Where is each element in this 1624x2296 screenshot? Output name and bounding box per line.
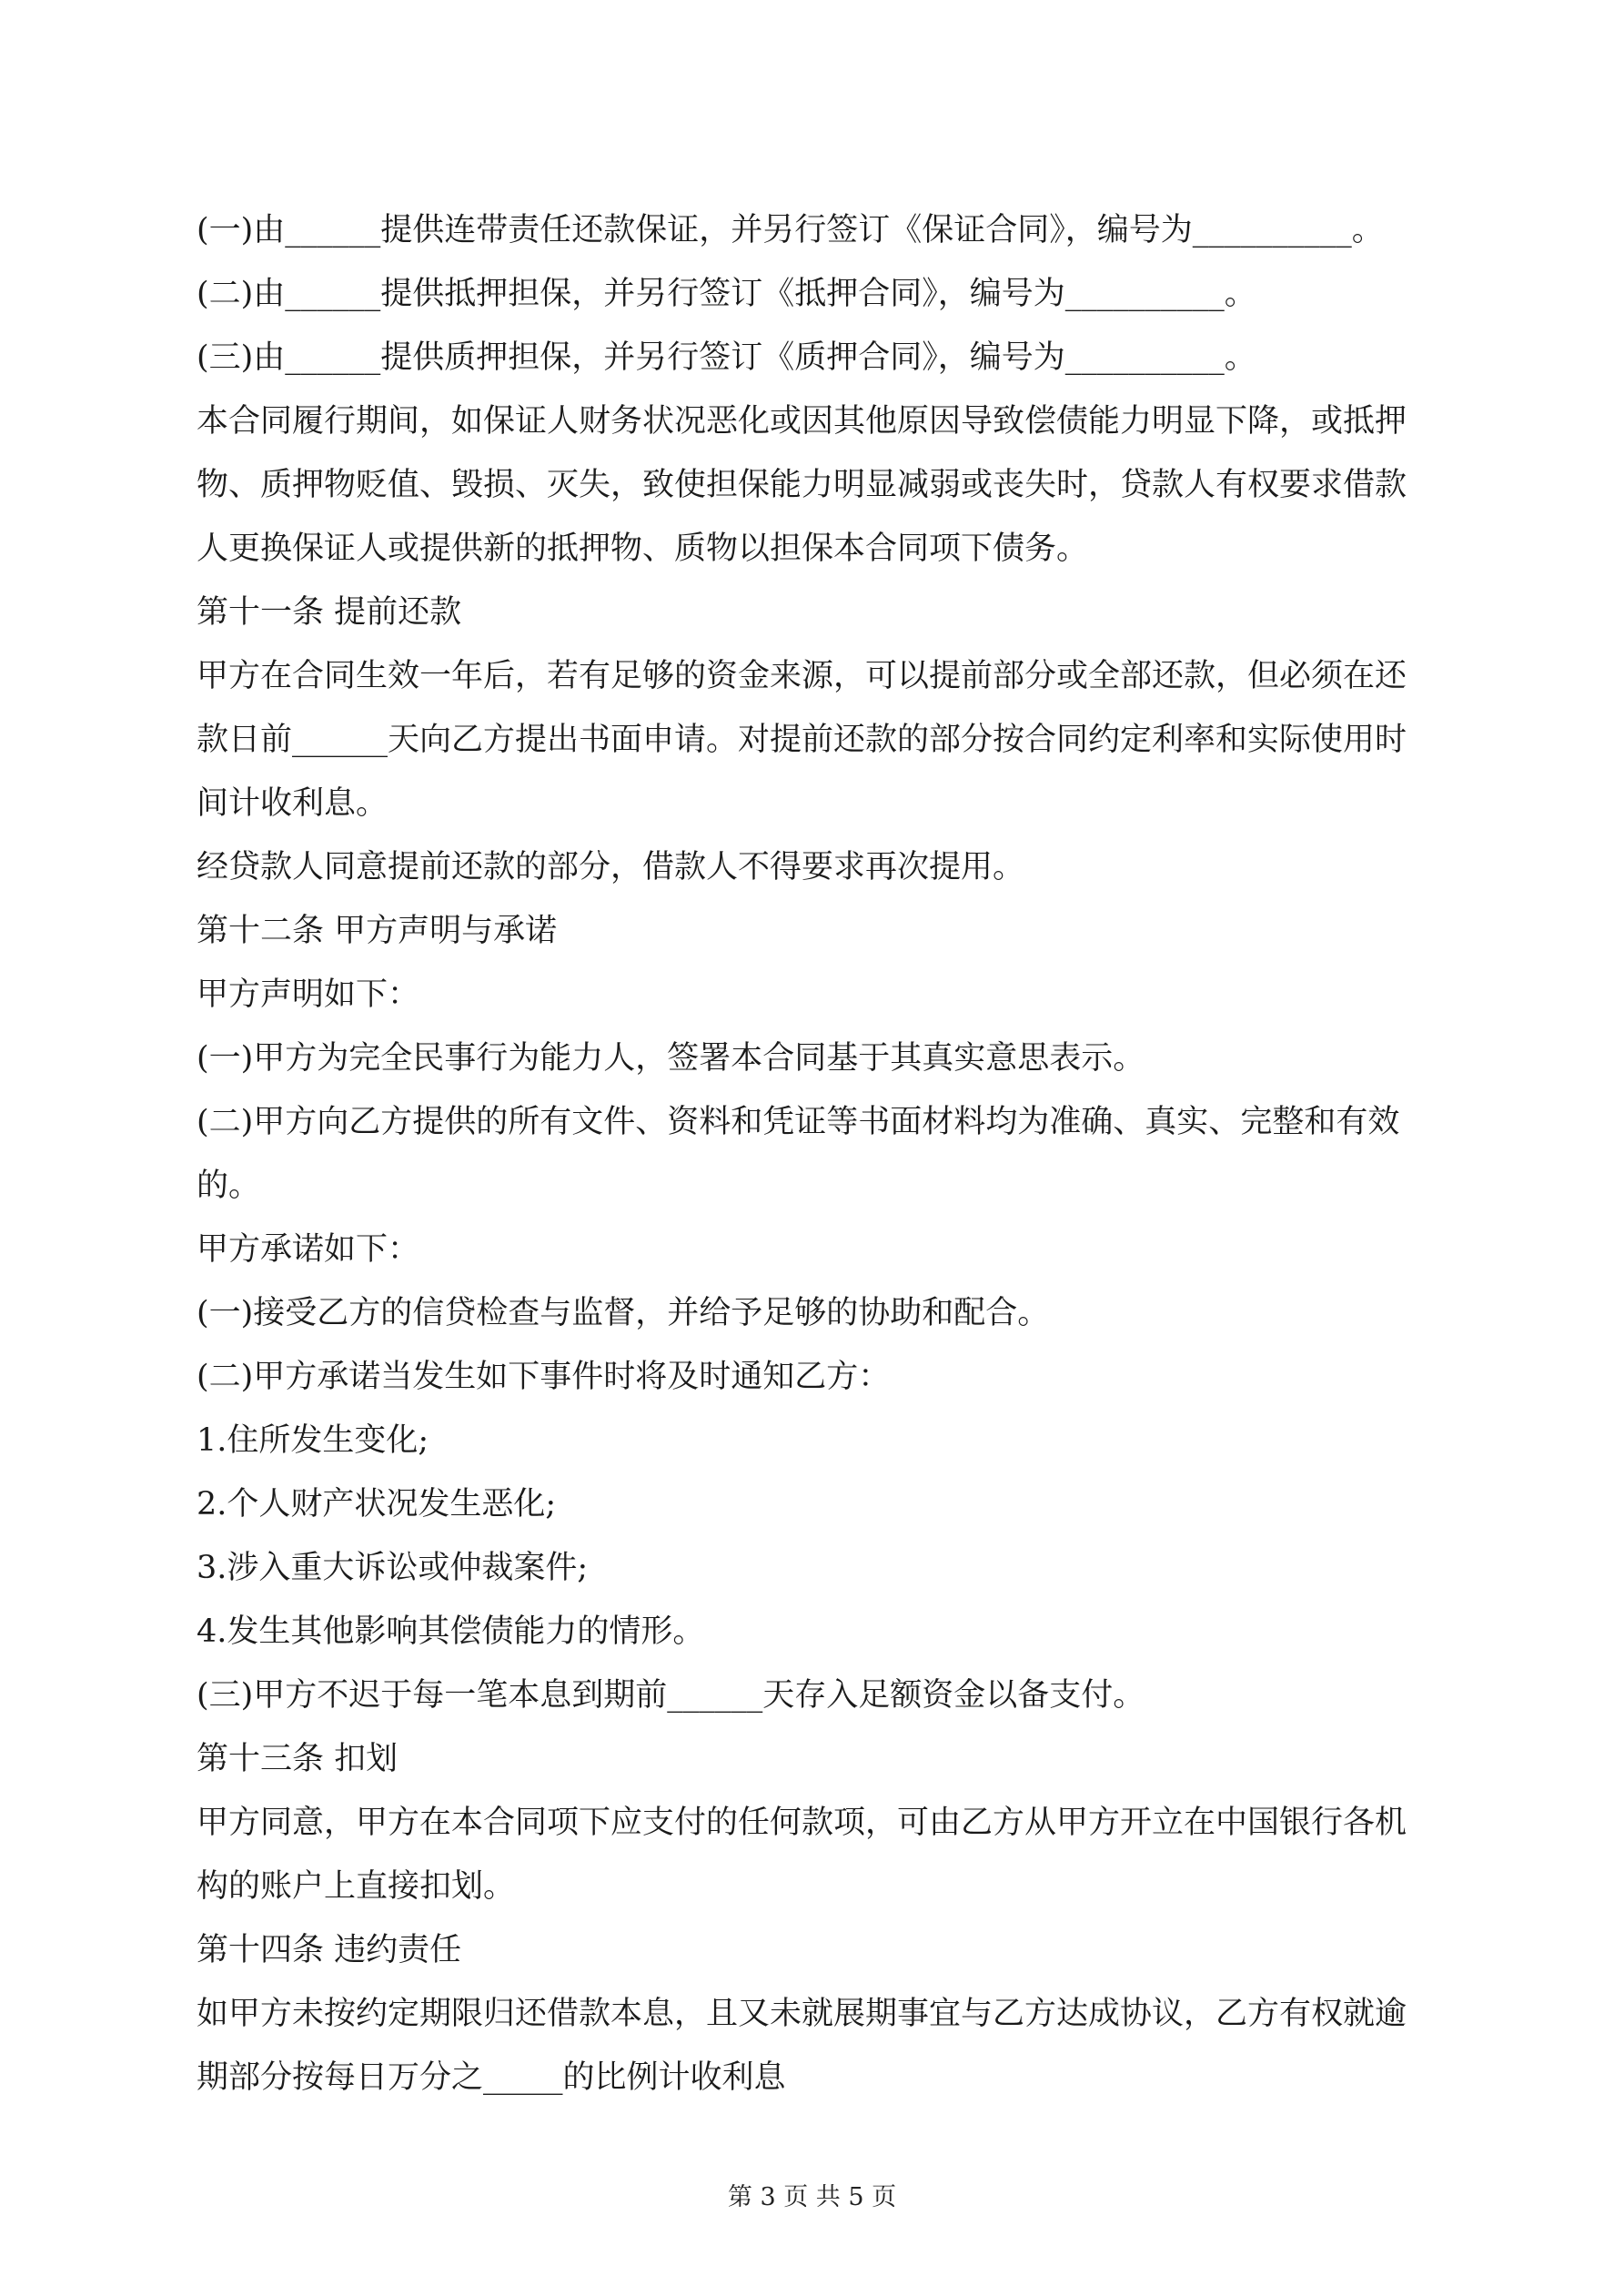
text-line: 如甲方未按约定期限归还借款本息，且又未就展期事宜与乙方达成协议，乙方有权就逾 <box>197 1996 1407 2032</box>
text-line: 款日前______天向乙方提出书面申请。对提前还款的部分按合同约定利率和实际使用时 <box>197 722 1407 758</box>
list-item: 4.发生其他影响其偿债能力的情形。 <box>197 1613 705 1650</box>
text-line: (三)甲方不迟于每一笔本息到期前______天存入足额资金以备支付。 <box>197 1677 1145 1714</box>
text-line: 的。 <box>197 1168 261 1204</box>
list-item: 2.个人财产状况发生恶化; <box>197 1486 557 1522</box>
section-heading: 第十四条 违约责任 <box>197 1932 462 1968</box>
page-number-footer: 第 3 页 共 5 页 <box>727 2183 897 2211</box>
text-line: 甲方在合同生效一年后，若有足够的资金来源，可以提前部分或全部还款，但必须在还 <box>197 658 1407 694</box>
text-line: (一)接受乙方的信贷检查与监督，并给予足够的协助和配合。 <box>197 1295 1050 1331</box>
section-heading: 第十一条 提前还款 <box>197 594 462 631</box>
text-line: (二)由______提供抵押担保，并另行签订《抵押合同》，编号为__________。 <box>197 276 1256 312</box>
list-item: 1.住所发生变化; <box>197 1422 429 1459</box>
section-heading: 第十三条 扣划 <box>197 1741 398 1777</box>
text-line: 构的账户上直接扣划。 <box>197 1868 516 1905</box>
text-line: 甲方承诺如下： <box>197 1231 420 1268</box>
text-line: 甲方同意，甲方在本合同项下应支付的任何款项，可由乙方从甲方开立在中国银行各机 <box>197 1805 1407 1841</box>
document-body <box>197 198 1443 2109</box>
text-line: (三)由______提供质押担保，并另行签订《质押合同》，编号为__________。 <box>197 339 1256 376</box>
text-line: 经贷款人同意提前还款的部分，借款人不得要求再次提用。 <box>197 849 1025 885</box>
text-line: 本合同履行期间，如保证人财务状况恶化或因其他原因导致偿债能力明显下降，或抵押 <box>197 403 1407 440</box>
text-line: 间计收利息。 <box>197 785 388 822</box>
text-line: 人更换保证人或提供新的抵押物、质物以担保本合同项下债务。 <box>197 531 1089 567</box>
text-line: (一)甲方为完全民事行为能力人，签署本合同基于其真实意思表示。 <box>197 1040 1145 1077</box>
text-line: 甲方声明如下： <box>197 976 420 1013</box>
section-heading: 第十二条 甲方声明与承诺 <box>197 913 558 949</box>
text-line: (二)甲方向乙方提供的所有文件、资料和凭证等书面材料均为准确、真实、完整和有效 <box>197 1104 1400 1140</box>
list-item: 3.涉入重大诉讼或仲裁案件; <box>197 1550 589 1586</box>
text-line: (一)由______提供连带责任还款保证，并另行签订《保证合同》，编号为__________。 <box>197 212 1384 248</box>
text-line: (二)甲方承诺当发生如下事件时将及时通知乙方： <box>197 1359 891 1395</box>
text-line: 期部分按每日万分之_____的比例计收利息 <box>197 2059 786 2096</box>
text-line: 物、质押物贬值、毁损、灭失，致使担保能力明显减弱或丧失时，贷款人有权要求借款 <box>197 467 1407 503</box>
